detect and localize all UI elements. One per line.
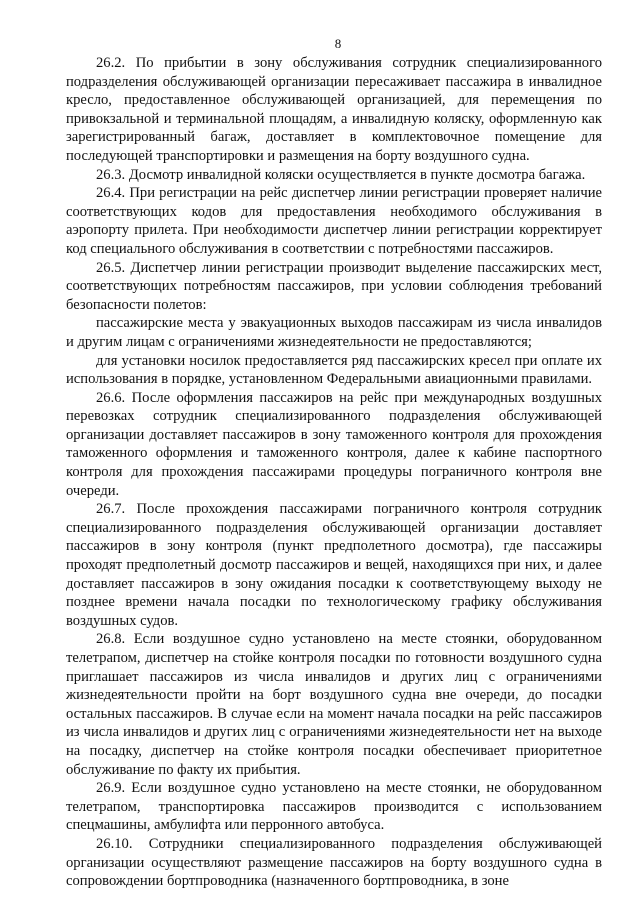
paragraph-26-4: 26.4. При регистрации на рейс диспетчер линии регистрации проверяет наличие соответствующих кодов для предоставления необходимого обслуживания в аэропорту прилета. При необходимости диспетчер линии регистрации корректирует код специального обслуживания в соответствии с потребностями пассажиров.	[66, 185, 602, 257]
paragraph-26-7: 26.7. После прохождения пассажирами пограничного контроля сотрудник специализированного подразделения обслуживающей организации доставляет пассажиров в зону контроля (пункт предполетного досмотра), где пассажиры проходят предполетный досмотр пассажиров и вещей, находящихся при них, и далее доставляет пассажиров в зону ожидания посадки к соответствующему выходу не позднее времени начала посадки по технологическому графику обслуживания воздушных судов.	[66, 501, 602, 629]
paragraph-26-10: 26.10. Сотрудники специализированного подразделения обслуживающей организации осуществляют размещение пассажиров на борту воздушного судна в сопровождении бортпроводника (назначенного бортпроводника, в зоне	[66, 835, 602, 890]
paragraph-26-3: 26.3. Досмотр инвалидной коляски осуществляется в пункте досмотра багажа.	[96, 166, 586, 183]
paragraph-26-2: 26.2. По прибытии в зону обслуживания сотрудник специализированного подразделения обслуживающей организации пересаживает пассажира в инвалидное кресло, предоставленное обслуживающей организацией, для перемещения по привокзальной и терминальной площадям, а инвалидную коляску, оформленную как зарегистрированный багаж, доставляет в комплектовочное помещение для последующей транспортировки и размещения на борту воздушного судна.	[66, 55, 602, 164]
paragraph-26-9: 26.9. Если воздушное судно установлено на месте стоянки, не оборудованном телетрапом, транспортировка пассажиров производится с использованием спецмашины, амбулифта или перронного автобуса.	[66, 780, 602, 834]
paragraph-26-6: 26.6. После оформления пассажиров на рейс при международных воздушных перевозках сотрудник специализированного подразделения обслуживающей организации доставляет пассажиров в зону таможенного контроля для прохождения таможенного оформления и таможенного контроля, далее к кабине паспортного контроля для прохождения пассажирами процедуры пограничного контроля вне очереди.	[66, 389, 602, 499]
paragraph-26-5-item-2: для установки носилок предоставляется ряд пассажирских кресел при оплате их использования в порядке, установленном Федеральными авиационными правилами.	[66, 352, 602, 388]
paragraph-26-8: 26.8. Если воздушное судно установлено на месте стоянки, оборудованном телетрапом, диспетчер на стойке контроля посадки по готовности воздушного судна приглашает пассажиров из числа инвалидов и других лиц с ограничениями жизнедеятельности пройти на борт воздушного судна вне очереди, до посадки остальных пассажиров. В случае если на момент начала посадки на рейс пассажиров из числа инвалидов и других лиц с ограничениями жизнедеятельности нет на выходе на посадку, диспетчер на стойке контроля посадки обеспечивает приоритетное обслуживание по факту их прибытия.	[66, 631, 602, 778]
paragraph-26-5: 26.5. Диспетчер линии регистрации производит выделение пассажирских мест, соответствующих потребностям пассажиров, при условии соблюдения требований безопасности полетов:	[66, 259, 602, 313]
page-number: 8	[334, 36, 342, 51]
paragraph-26-5-item-1: пассажирские места у эвакуационных выходов пассажирам из числа инвалидов и другим лицам с ограничениями жизнедеятельности не предоставляются;	[66, 315, 602, 350]
